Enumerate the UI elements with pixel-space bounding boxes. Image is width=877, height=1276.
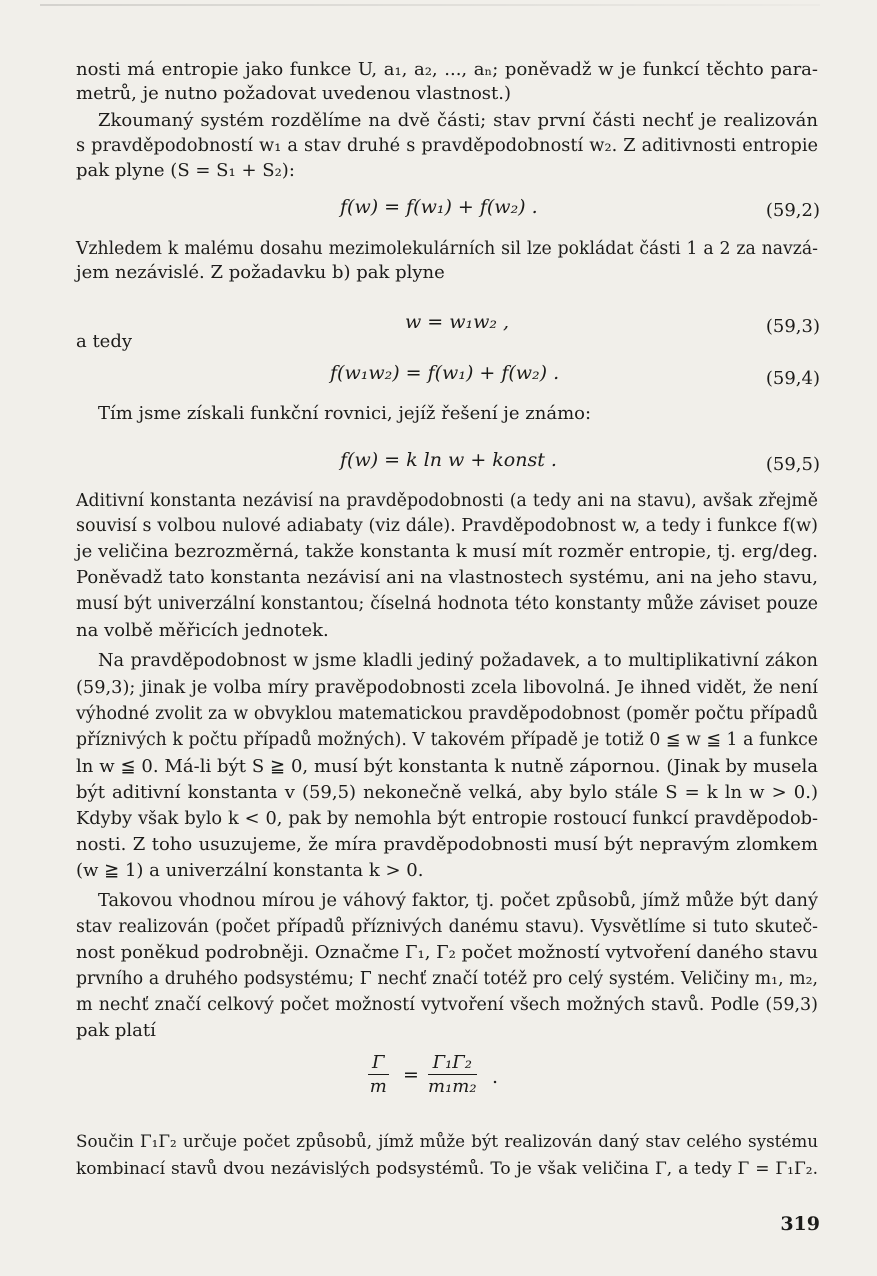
text-line: nosti má entropie jako funkce U, a₁, a₂, ..., aₙ; poněvadž w je funkcí těchto para- xyxy=(76,59,818,80)
fraction-left-denominator: m xyxy=(369,1076,387,1097)
text-line: a tedy xyxy=(76,331,133,352)
text-line: výhodné zvolit za w obvyklou matematickou pravděpodobnost (poměr počtu případů xyxy=(76,704,818,724)
text-line: Kdyby však bylo k < 0, pak by nemohla být entropie rostoucí funkcí pravděpodob- xyxy=(76,809,818,829)
equation-59-4: f(w₁w₂) = f(w₁) + f(w₂) . xyxy=(330,362,560,384)
text-line: s pravděpodobností w₁ a stav druhé s pravděpodobností w₂. Z aditivnosti entropie xyxy=(76,136,818,156)
text-line: nosti. Z toho usuzujeme, že míra pravděpodobnosti musí být nepravým zlomkem xyxy=(76,834,818,855)
scan-edge-shadow xyxy=(40,4,820,6)
text-line: (59,3); jinak je volba míry pravěpodobnosti zcela libovolná. Je ihned vidět, že není xyxy=(76,678,818,698)
text-line: (w ≧ 1) a univerzální konstanta k > 0. xyxy=(76,860,424,881)
text-line: Zkoumaný systém rozdělíme na dvě části; stav první části nechť je realizován xyxy=(98,110,818,131)
text-line: ln w ≦ 0. Má-li být S ≧ 0, musí být konstanta k nutně zápornou. (Jinak by musela xyxy=(76,756,818,777)
text-line: Takovou vhodnou mírou je váhový faktor, tj. počet způsobů, jímž může být daný xyxy=(98,891,818,911)
text-line: nost poněkud podrobněji. Označme Γ₁, Γ₂ počet možností vytvoření daného stavu xyxy=(76,942,818,963)
text-line: na volbě měřicích jednotek. xyxy=(76,620,329,641)
fraction-period: . xyxy=(492,1066,499,1088)
text-line: prvního a druhého podsystému; Γ nechť značí totéž pro celý systém. Veličiny m₁, m₂, xyxy=(76,969,818,989)
page-number: 319 xyxy=(780,1213,820,1235)
text-line: m nechť značí celkový počet možností vytvoření všech možných stavů. Podle (59,3) xyxy=(76,995,818,1015)
text-line: je veličina bezrozměrná, takže konstanta k musí mít rozměr entropie, tj. erg/deg. xyxy=(76,541,818,562)
text-line: jem nezávislé. Z požadavku b) pak plyne xyxy=(76,262,445,283)
text-line: kombinací stavů dvou nezávislých podsystémů. To je však veličina Γ, a tedy Γ = Γ₁Γ₂. xyxy=(76,1159,818,1179)
text-line: stav realizován (počet případů příznivých danému stavu). Vysvětlíme si tuto skuteč- xyxy=(76,917,818,937)
text-line: Součin Γ₁Γ₂ určuje počet způsobů, jímž může být realizován daný stav celého systému xyxy=(76,1131,818,1151)
text-line: pak platí xyxy=(76,1020,156,1041)
equation-number: (59,3) xyxy=(765,316,820,337)
fraction-right-numerator: Γ₁Γ₂ xyxy=(428,1052,477,1075)
text-line: pak plyne (S = S₁ + S₂): xyxy=(76,160,295,181)
text-line: Na pravděpodobnost w jsme kladli jediný požadavek, a to multiplikativní zákon xyxy=(98,651,818,671)
fraction-equals: = xyxy=(403,1064,419,1086)
text-line: musí být univerzální konstantou; číselná hodnota této konstanty může záviset pouze xyxy=(76,594,818,614)
equation-59-5: f(w) = k ln w + konst . xyxy=(340,449,557,471)
text-line: metrů, je nutno požadovat uvedenou vlastnost.) xyxy=(76,83,512,104)
text-line: Vzhledem k malému dosahu mezimolekulárních sil lze pokládat části 1 a 2 za navzá- xyxy=(76,239,818,259)
text-line: souvisí s volbou nulové adiabaty (viz dále). Pravděpodobnost w, a tedy i funkce f(w) xyxy=(76,516,818,536)
equation-59-2: f(w) = f(w₁) + f(w₂) . xyxy=(340,196,538,218)
equation-number: (59,2) xyxy=(765,200,820,221)
fraction-left xyxy=(368,1052,389,1099)
fraction-right xyxy=(428,1052,477,1099)
equation-59-3: w = w₁w₂ , xyxy=(405,311,510,333)
text-line: Poněvadž tato konstanta nezávisí ani na vlastnostech systému, ani na jeho stavu, xyxy=(76,567,818,588)
text-line: Tím jsme získali funkční rovnici, jejíž řešení je známo: xyxy=(98,403,592,424)
equation-number: (59,4) xyxy=(765,368,820,389)
text-line: Aditivní konstanta nezávisí na pravděpodobnosti (a tedy ani na stavu), avšak zřejmě xyxy=(76,491,818,511)
fraction-right-denominator: m₁m₂ xyxy=(428,1076,477,1097)
fraction-left-numerator: Γ xyxy=(368,1052,389,1075)
text-line: příznivých k počtu případů možných). V takovém případě je totiž 0 ≦ w ≦ 1 a funkce xyxy=(76,730,818,750)
text-line: být aditivní konstanta v (59,5) nekonečně velká, aby bylo stále S = k ln w > 0.) xyxy=(76,782,818,803)
equation-number: (59,5) xyxy=(765,454,820,475)
